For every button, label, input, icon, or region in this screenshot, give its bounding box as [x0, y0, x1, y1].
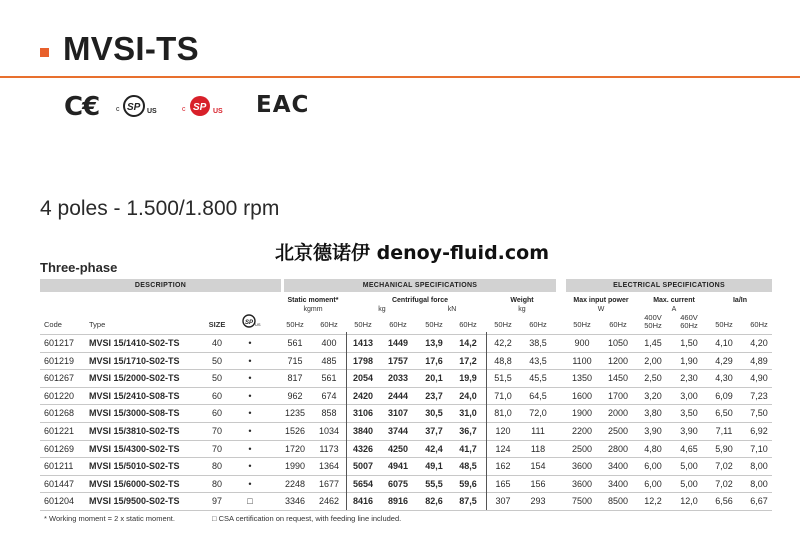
cell-w50: 71,0 — [494, 390, 512, 401]
col-cfkg-50: 50Hz — [354, 320, 372, 329]
cell-cfkn50: 37,7 — [425, 426, 443, 436]
cell-sm50: 1720 — [284, 443, 306, 454]
cell-cfkn60: 24,0 — [459, 390, 477, 401]
footnote-csa: □ CSA certification on request, with feeding line included. — [212, 514, 402, 523]
cell-ia50: 6,56 — [715, 496, 733, 507]
cell-cfkn50: 82,6 — [425, 496, 443, 507]
max-current-unit: A — [671, 306, 677, 313]
cell-ia60: 8,00 — [750, 461, 768, 472]
col-sm-60: 60Hz — [320, 320, 338, 329]
col-ia-50: 50Hz — [715, 320, 733, 329]
title-bullet — [40, 48, 49, 57]
table-bottom-rule — [40, 510, 772, 511]
static-moment-heading: Static moment* — [287, 297, 339, 304]
cell-size: 70 — [211, 426, 222, 436]
cell-cfkn50: 20,1 — [425, 373, 443, 384]
cell-code: 601220 — [44, 390, 75, 401]
cell-a400: 3,80 — [644, 408, 662, 419]
cell-code: 601447 — [44, 478, 75, 489]
table-row — [40, 457, 772, 474]
svg-text:SP: SP — [193, 102, 207, 113]
cell-sm60: 858 — [321, 408, 337, 419]
csa-column-icon — [241, 314, 259, 328]
cell-w50: 48,8 — [494, 355, 512, 366]
cell-ia50: 7,02 — [715, 478, 733, 489]
cell-w60: 72,0 — [529, 408, 547, 419]
col-a-400v — [640, 314, 666, 330]
col-p-50: 50Hz — [573, 320, 591, 329]
cell-a400: 1,45 — [644, 338, 662, 348]
cell-w50: 162 — [495, 461, 511, 472]
cell-size: 50 — [211, 355, 222, 366]
cell-sm60: 561 — [321, 373, 337, 384]
cell-a400: 3,20 — [644, 390, 662, 401]
col-type: Type — [89, 320, 106, 329]
svg-text:US: US — [213, 108, 223, 115]
cell-w60: 156 — [530, 478, 546, 489]
cell-code: 601269 — [44, 443, 75, 454]
cell-ia60: 7,23 — [750, 390, 768, 401]
cell-size: 60 — [211, 390, 222, 401]
band-mechanical: MECHANICAL SPECIFICATIONS — [284, 279, 556, 292]
cell-type: MVSI 15/1410-S02-TS — [89, 338, 180, 348]
cell-csa: • — [248, 373, 252, 384]
col-size: SIZE — [208, 320, 226, 329]
cell-size: 80 — [211, 478, 222, 489]
cell-cfkg50: 2054 — [352, 373, 374, 384]
cell-w60: 38,5 — [529, 338, 547, 348]
cell-sm50: 2248 — [284, 478, 306, 489]
col-a-460v-hz: 60Hz — [680, 321, 698, 330]
svg-text:SP: SP — [127, 102, 141, 113]
cell-sm60: 400 — [321, 338, 337, 348]
table-row — [40, 334, 772, 351]
cell-csa: • — [248, 355, 252, 366]
cell-cfkg50: 5007 — [352, 461, 374, 472]
cell-code: 601267 — [44, 373, 75, 384]
cell-ia50: 4,29 — [715, 355, 733, 366]
cell-csa: • — [248, 461, 252, 472]
cell-cfkg60: 2033 — [387, 373, 409, 384]
cell-ia60: 7,10 — [750, 443, 768, 454]
max-input-heading: Max input power — [573, 297, 629, 304]
cell-cfkn60: 48,5 — [459, 461, 477, 472]
col-a-460v — [676, 314, 702, 330]
cell-cfkn60: 17,2 — [459, 355, 477, 366]
csa-us-black-icon — [116, 94, 166, 118]
cell-w60: 43,5 — [529, 355, 547, 366]
page-header — [0, 0, 800, 78]
cell-p60: 8500 — [607, 496, 629, 507]
svg-text:c: c — [182, 106, 186, 113]
cell-size: 80 — [211, 461, 222, 472]
col-a-400v-hz: 50Hz — [644, 321, 662, 330]
cell-type: MVSI 15/1710-S02-TS — [89, 355, 180, 366]
cell-ia50: 4,10 — [715, 338, 733, 348]
cell-p50: 2200 — [571, 426, 593, 436]
cell-cfkn50: 23,7 — [425, 390, 443, 401]
cell-a400: 3,90 — [644, 426, 662, 436]
cell-type: MVSI 15/6000-S02-TS — [89, 478, 180, 489]
cell-cfkg60: 8916 — [387, 496, 409, 507]
band-description: DESCRIPTION — [40, 279, 281, 292]
band-electrical: ELECTRICAL SPECIFICATIONS — [566, 279, 772, 292]
watermark-text: 北京德诺伊 denoy-fluid.com — [275, 242, 550, 264]
cell-w60: 64,5 — [529, 390, 547, 401]
cell-cfkn60: 41,7 — [459, 443, 477, 454]
cell-ia60: 4,20 — [750, 338, 768, 348]
max-input-unit: W — [597, 306, 605, 313]
page-title: MVSI-TS — [63, 30, 199, 67]
rpm-subtitle: 4 poles - 1.500/1.800 rpm — [40, 197, 280, 220]
csa-us-red-icon — [182, 94, 234, 118]
svg-text:SP: SP — [245, 320, 254, 326]
centrifugal-heading: Centrifugal force — [391, 297, 448, 304]
cell-sm60: 485 — [321, 355, 337, 366]
cell-size: 97 — [211, 496, 222, 507]
cell-a460: 12,0 — [680, 496, 698, 507]
cell-code: 601268 — [44, 408, 75, 419]
cell-p50: 1600 — [571, 390, 593, 401]
cell-p60: 2500 — [607, 426, 629, 436]
centrifugal-unit-kg: kg — [378, 306, 386, 313]
cell-cfkg50: 1413 — [352, 338, 374, 348]
cell-p60: 3400 — [607, 461, 629, 472]
col-p-60: 60Hz — [609, 320, 627, 329]
cell-csa: • — [248, 408, 252, 419]
cell-cfkg60: 4250 — [387, 443, 409, 454]
cell-cfkg60: 1449 — [387, 338, 409, 348]
cell-a460: 1,90 — [680, 355, 698, 366]
cell-size: 70 — [211, 443, 222, 454]
cell-code: 601221 — [44, 426, 75, 436]
cell-cfkn50: 30,5 — [425, 408, 443, 419]
table-row — [40, 369, 772, 386]
cell-cfkg60: 1757 — [387, 355, 409, 366]
cell-ia60: 4,89 — [750, 355, 768, 366]
svg-text:US: US — [147, 108, 157, 115]
cell-size: 50 — [211, 373, 222, 384]
cell-a460: 2,30 — [680, 373, 698, 384]
cell-a460: 4,65 — [680, 443, 698, 454]
cell-cfkg50: 3840 — [352, 426, 374, 436]
cell-a460: 3,00 — [680, 390, 698, 401]
cell-csa: □ — [247, 496, 253, 507]
cell-w50: 42,2 — [494, 338, 512, 348]
col-code: Code — [44, 320, 62, 329]
table-row — [40, 404, 772, 421]
cell-sm50: 1990 — [284, 461, 306, 472]
cell-a460: 5,00 — [680, 478, 698, 489]
table-row — [40, 387, 772, 404]
max-current-heading: Max. current — [653, 297, 695, 304]
cell-sm50: 1526 — [284, 426, 306, 436]
cell-ia50: 7,02 — [715, 461, 733, 472]
cell-w50: 81,0 — [494, 408, 512, 419]
title-divider — [0, 76, 800, 78]
col-w-50: 50Hz — [494, 320, 512, 329]
cf-left-divider — [346, 332, 347, 510]
cell-csa: • — [248, 390, 252, 401]
cell-type: MVSI 15/4300-S02-TS — [89, 443, 180, 454]
cell-sm60: 674 — [321, 390, 337, 401]
cell-p60: 3400 — [607, 478, 629, 489]
cell-sm50: 715 — [287, 355, 303, 366]
cell-ia60: 6,67 — [750, 496, 768, 507]
cell-type: MVSI 15/2000-S02-TS — [89, 373, 180, 384]
cell-w60: 45,5 — [529, 373, 547, 384]
cell-w60: 293 — [530, 496, 546, 507]
cell-cfkg50: 3106 — [352, 408, 374, 419]
table-row — [40, 352, 772, 369]
cell-cfkn50: 13,9 — [425, 338, 443, 348]
table-row — [40, 492, 772, 509]
cell-cfkg50: 2420 — [352, 390, 374, 401]
cell-p50: 1100 — [572, 355, 592, 366]
cell-size: 60 — [211, 408, 222, 419]
col-cfkn-50: 50Hz — [425, 320, 443, 329]
cell-cfkg60: 6075 — [387, 478, 409, 489]
cell-w60: 118 — [530, 443, 546, 454]
cell-cfkg50: 5654 — [352, 478, 374, 489]
col-a-460v-label: 460V — [680, 313, 698, 322]
cell-p50: 3600 — [571, 461, 593, 472]
cell-a460: 3,90 — [680, 426, 698, 436]
cell-a460: 5,00 — [680, 461, 698, 472]
cell-ia60: 4,90 — [750, 373, 768, 384]
cell-cfkg60: 3744 — [387, 426, 409, 436]
cell-ia50: 7,11 — [715, 426, 733, 436]
svg-text:US: US — [255, 322, 261, 327]
weight-unit: kg — [518, 306, 526, 313]
cell-sm50: 1235 — [284, 408, 306, 419]
cell-cfkg60: 3107 — [387, 408, 409, 419]
weight-heading: Weight — [510, 297, 534, 304]
cell-code: 601204 — [44, 496, 75, 507]
cell-code: 601217 — [44, 338, 75, 348]
cell-type: MVSI 15/3000-S08-TS — [89, 408, 180, 419]
cell-cfkn50: 49,1 — [425, 461, 443, 472]
col-cfkg-60: 60Hz — [389, 320, 407, 329]
cell-p50: 900 — [574, 338, 590, 348]
cell-w50: 120 — [495, 426, 511, 436]
cell-sm60: 1677 — [318, 478, 340, 489]
cell-a460: 3,50 — [680, 408, 698, 419]
col-ia-60: 60Hz — [750, 320, 768, 329]
cell-a400: 12,2 — [644, 496, 662, 507]
cell-p50: 7500 — [571, 496, 593, 507]
footnote-working-moment: * Working moment = 2 x static moment. — [44, 514, 175, 523]
cell-sm50: 561 — [287, 338, 303, 348]
cell-p60: 2000 — [607, 408, 629, 419]
cell-p60: 2800 — [607, 443, 629, 454]
cell-cfkg50: 1798 — [352, 355, 374, 366]
static-moment-unit: kgmm — [303, 306, 323, 313]
cell-cfkn50: 17,6 — [425, 355, 443, 366]
cell-ia50: 4,30 — [715, 373, 733, 384]
cell-code: 601219 — [44, 355, 75, 366]
cell-a460: 1,50 — [680, 338, 698, 348]
cf-right-divider — [486, 332, 487, 510]
cell-p60: 1700 — [607, 390, 629, 401]
cell-ia50: 6,09 — [715, 390, 733, 401]
eac-mark-icon: EAC — [256, 92, 310, 118]
cell-type: MVSI 15/9500-S02-TS — [89, 496, 180, 507]
cell-p60: 1200 — [607, 355, 629, 366]
cell-csa: • — [248, 338, 252, 348]
ce-mark-icon: C€ — [64, 92, 100, 122]
cell-p50: 1350 — [571, 373, 593, 384]
cell-w60: 111 — [531, 426, 545, 436]
cell-ia60: 6,92 — [750, 426, 768, 436]
cell-cfkn60: 87,5 — [459, 496, 477, 507]
cell-w50: 165 — [495, 478, 511, 489]
table-row — [40, 422, 772, 439]
cell-cfkn50: 55,5 — [425, 478, 443, 489]
table-row — [40, 440, 772, 457]
cell-cfkg60: 2444 — [387, 390, 409, 401]
cell-cfkg50: 4326 — [352, 443, 374, 454]
cell-type: MVSI 15/5010-S02-TS — [89, 461, 180, 472]
ia-in-heading: Ia/In — [732, 297, 747, 304]
cell-cfkn60: 36,7 — [459, 426, 477, 436]
cell-cfkn60: 59,6 — [459, 478, 477, 489]
cell-csa: • — [248, 443, 252, 454]
col-sm-50: 50Hz — [286, 320, 304, 329]
cell-w50: 51,5 — [494, 373, 512, 384]
centrifugal-unit-kn: kN — [447, 306, 457, 313]
cell-a400: 2,00 — [644, 355, 662, 366]
cell-cfkn60: 19,9 — [459, 373, 477, 384]
cell-p50: 2500 — [571, 443, 593, 454]
cell-csa: • — [248, 478, 252, 489]
cell-type: MVSI 15/3810-S02-TS — [89, 426, 180, 436]
cell-sm60: 1034 — [318, 426, 340, 436]
cell-ia50: 6,50 — [715, 408, 733, 419]
cell-sm50: 962 — [287, 390, 303, 401]
cell-size: 40 — [211, 338, 222, 348]
cell-cfkg60: 4941 — [387, 461, 409, 472]
section-heading: Three-phase — [40, 260, 118, 275]
cell-sm60: 2462 — [318, 496, 340, 507]
cell-ia60: 7,50 — [750, 408, 768, 419]
cell-ia50: 5,90 — [715, 443, 733, 454]
cell-a400: 4,80 — [644, 443, 662, 454]
col-a-400v-label: 400V — [644, 313, 662, 322]
table-row — [40, 475, 772, 492]
cell-sm50: 817 — [287, 373, 303, 384]
col-w-60: 60Hz — [529, 320, 547, 329]
cell-p60: 1450 — [607, 373, 629, 384]
svg-text:c: c — [116, 106, 120, 113]
cell-type: MVSI 15/2410-S08-TS — [89, 390, 180, 401]
cell-sm60: 1364 — [318, 461, 340, 472]
col-cfkn-60: 60Hz — [459, 320, 477, 329]
cell-p50: 1900 — [571, 408, 593, 419]
cell-p60: 1050 — [607, 338, 629, 348]
cell-a400: 2,50 — [644, 373, 662, 384]
cell-cfkn50: 42,4 — [425, 443, 443, 454]
cell-w50: 124 — [495, 443, 511, 454]
cell-cfkg50: 8416 — [352, 496, 374, 507]
cell-ia60: 8,00 — [750, 478, 768, 489]
cell-p50: 3600 — [571, 478, 593, 489]
cell-code: 601211 — [44, 461, 74, 472]
cell-a400: 6,00 — [644, 461, 662, 472]
cell-w60: 154 — [530, 461, 546, 472]
cell-cfkn60: 31,0 — [459, 408, 477, 419]
cell-a400: 6,00 — [644, 478, 662, 489]
cell-w50: 307 — [495, 496, 511, 507]
cell-csa: • — [248, 426, 252, 436]
cell-sm60: 1173 — [319, 443, 339, 454]
cell-sm50: 3346 — [284, 496, 306, 507]
cell-cfkn60: 14,2 — [459, 338, 477, 348]
